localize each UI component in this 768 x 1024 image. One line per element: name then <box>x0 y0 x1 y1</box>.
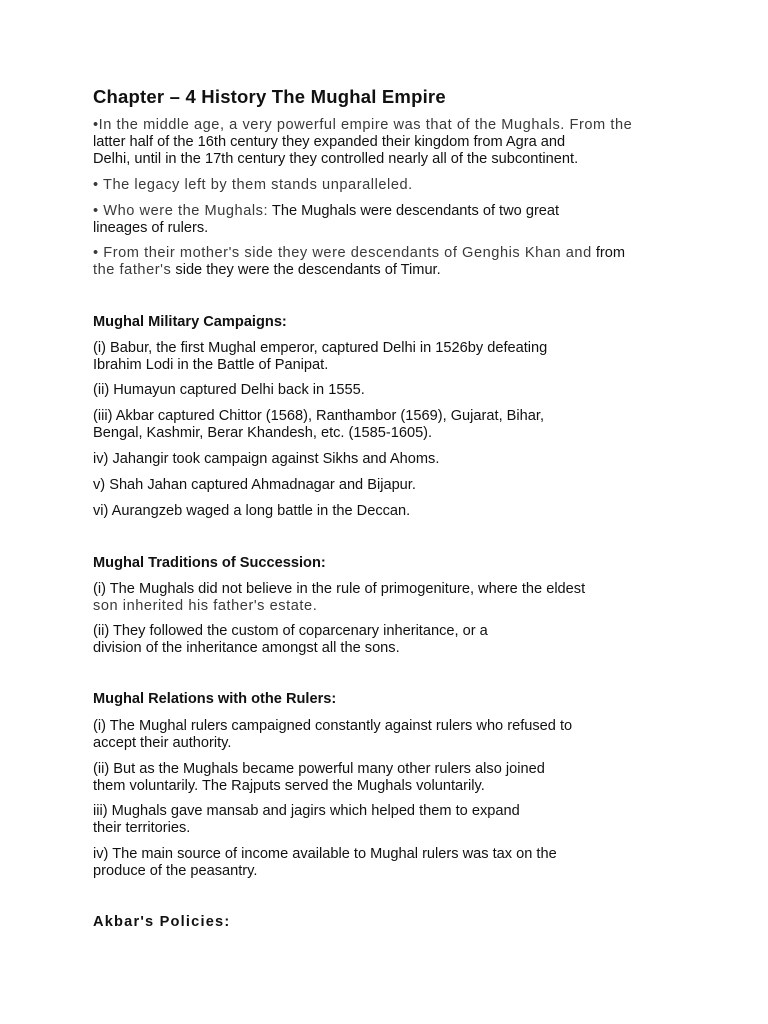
succession-item-2-line-2: division of the inheritance amongst all the sons. <box>93 639 400 656</box>
relations-item-1-line-1: (i) The Mughal rulers campaigned constantly against rulers who refused to <box>93 718 573 734</box>
succession-item-2 <box>93 623 488 657</box>
relations-heading: Mughal Relations with othe Rulers: <box>93 691 337 707</box>
relations-item-2-line-2: them voluntarily. The Rajputs served the Mughals voluntarily. <box>93 777 485 794</box>
intro-paragraph-1 <box>93 117 632 167</box>
succession-item-2-line-1: (ii) They followed the custom of coparcenary inheritance, or a <box>93 623 488 639</box>
intro-p1-line-2: latter half of the 16th century they expanded their kingdom from Agra and <box>93 133 566 150</box>
military-campaigns-heading: Mughal Military Campaigns: <box>93 314 287 330</box>
military-item-5: v) Shah Jahan captured Ahmadnagar and Bijapur. <box>93 477 416 493</box>
intro-p4-lead: • From their mother's side they were descendants of Genghis Khan and <box>93 245 592 261</box>
military-item-1 <box>93 340 547 374</box>
intro-p2-line: • The legacy left by them stands unparalleled. <box>93 177 413 193</box>
akbar-policies-heading: Akbar's Policies: <box>93 914 231 930</box>
relations-item-3-line-1: iii) Mughals gave mansab and jagirs which helped them to expand <box>93 803 520 819</box>
relations-item-2 <box>93 761 545 795</box>
relations-item-4-line-1: iv) The main source of income available to Mughal rulers was tax on the <box>93 846 557 862</box>
military-item-3 <box>93 408 544 442</box>
intro-p4-rest: from <box>591 245 626 261</box>
intro-paragraph-4 <box>93 245 625 279</box>
military-item-1-line-1: (i) Babur, the first Mughal emperor, captured Delhi in 1526by defeating <box>93 340 548 356</box>
page-title: Chapter – 4 History The Mughal Empire <box>93 86 446 107</box>
intro-paragraph-2 <box>93 177 413 194</box>
military-item-6: vi) Aurangzeb waged a long battle in the Deccan. <box>93 503 411 519</box>
intro-paragraph-3 <box>93 203 559 237</box>
intro-p1-line-3: Delhi, until in the 17th century they controlled nearly all of the subcontinent. <box>93 150 579 167</box>
relations-item-3 <box>93 803 520 837</box>
relations-item-1-line-2: accept their authority. <box>93 734 232 751</box>
intro-p4-line-2-rest: side they were the descendants of Timur. <box>171 261 441 278</box>
military-item-1-line-2: Ibrahim Lodi in the Battle of Panipat. <box>93 356 329 373</box>
military-item-3-line-1: (iii) Akbar captured Chittor (1568), Ranthambor (1569), Gujarat, Bihar, <box>93 408 544 424</box>
military-item-4: iv) Jahangir took campaign against Sikhs and Ahoms. <box>93 451 440 467</box>
military-item-3-line-2: Bengal, Kashmir, Berar Khandesh, etc. (1585-1605). <box>93 424 433 441</box>
relations-item-4-line-2: produce of the peasantry. <box>93 862 258 879</box>
succession-heading: Mughal Traditions of Succession: <box>93 555 326 571</box>
succession-item-1 <box>93 581 585 615</box>
intro-p3-rest: The Mughals were descendants of two great <box>268 203 560 219</box>
relations-item-4 <box>93 846 557 880</box>
intro-p4-line-2-lead: the father's <box>93 261 172 278</box>
succession-item-1-line-2: son inherited his father's estate. <box>93 597 318 614</box>
succession-item-1-line-1: (i) The Mughals did not believe in the rule of primogeniture, where the eldest <box>93 581 586 597</box>
relations-item-3-line-2: their territories. <box>93 819 191 836</box>
relations-item-1 <box>93 718 572 752</box>
relations-item-2-line-1: (ii) But as the Mughals became powerful many other rulers also joined <box>93 761 545 777</box>
intro-p1-line-1: •In the middle age, a very powerful empire was that of the Mughals. From the <box>93 117 633 133</box>
intro-p3-line-2: lineages of rulers. <box>93 219 209 236</box>
military-item-2: (ii) Humayun captured Delhi back in 1555. <box>93 382 365 398</box>
intro-p3-lead: • Who were the Mughals: <box>93 203 269 219</box>
